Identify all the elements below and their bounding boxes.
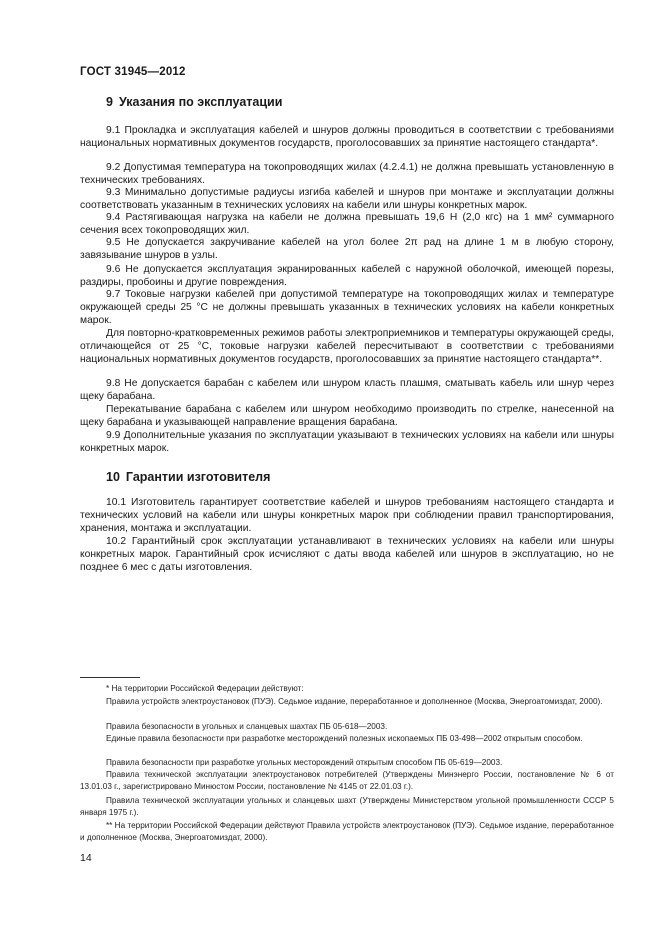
section-10-number: 10 — [106, 470, 120, 484]
footnote-1-intro: * На территории Российской Федерации действуют: — [106, 684, 304, 693]
footnote-1-open-pit: Правила безопасности при разработке угольных месторождений открытым способом ПБ 05-619—2003. — [106, 758, 503, 767]
section-9-number: 9 — [106, 95, 113, 109]
clause-10-2: 10.2 Гарантийный срок эксплуатации устанавливают в технических условиях на кабели или шнуры конкретных марок. Гарантийный срок исчисляют с даты ввода кабелей или шнуров в эксплуатацию, но не позднее 6 мес с даты изготовления. — [80, 536, 614, 574]
clause-9-1: 9.1 Прокладка и эксплуатация кабелей и шнуров должны проводиться в соответствии с требованиями национальных нормативных документов государств, проголосовавших за принятие настоящего стандарта*. — [80, 125, 614, 150]
section-9-heading — [106, 95, 282, 109]
footnote-separator — [80, 677, 140, 678]
footnote-1-consumer-installations: Правила технической эксплуатации электроустановок потребителей (Утверждены Минэнерго России, постановление № 6 от 13.01.03 г., зарегистрировано Минюстом России, постановление № 4145 от 22.01.03 г.). — [80, 770, 614, 791]
clause-9-4: 9.4 Растягивающая нагрузка на кабели не должна превышать 19,6 Н (2,0 кгс) на 1 мм² суммарного сечения всех токопроводящих жил. — [80, 212, 614, 237]
document-header: ГОСТ 31945—2012 — [80, 66, 186, 78]
section-9-title: Указания по эксплуатации — [118, 95, 283, 109]
clause-9-7: 9.7 Токовые нагрузки кабелей при допустимой температуре на токопроводящих жилах и температуре окружающей среды 25 °С не должны превышать указанных в технических условиях на кабели конкретных марок. — [80, 289, 614, 327]
section-10-title: Гарантии изготовителя — [125, 470, 271, 484]
footnote-2: ** На территории Российской Федерации действуют Правила устройств электроустановок (ПУЭ). Седьмое издание, переработанное и дополненное (Москва, Энергоатомиздат, 2000). — [80, 821, 614, 842]
clause-9-8-cont: Перекатывание барабана с кабелем или шнуром необходимо производить по стрелке, нанесенной на щеку барабана и указывающей направление вращения барабана. — [80, 404, 614, 429]
footnote-1-coal-mines: Правила безопасности в угольных и сланцевых шахтах ПБ 05-618—2003. — [106, 722, 388, 731]
section-10-heading — [106, 470, 270, 484]
footnote-1-shaft-operation: Правила технической эксплуатации угольных и сланцевых шахт (Утверждены Министерством угольной промышленности СССР 5 января 1975 г.). — [80, 796, 614, 817]
clause-9-3: 9.3 Минимально допустимые радиусы изгиба кабелей и шнуров при монтаже и эксплуатации должны соответствовать указанным в технических условиях на кабели или шнуры конкретных марок. — [80, 187, 614, 212]
clause-10-1: 10.1 Изготовитель гарантирует соответствие кабелей и шнуров требованиям настоящего стандарта и технических условий на кабели или шнуры конкретных марок при соблюдении правил транспортирования, хранения, монтажа и эксплуатации. — [80, 497, 614, 535]
clause-9-9: 9.9 Дополнительные указания по эксплуатации указывают в технических условиях на кабели или шнуры конкретных марок. — [80, 430, 614, 455]
clause-9-6: 9.6 Не допускается эксплуатация экранированных кабелей с наружной оболочкой, имеющей порезы, раздиры, пробоины и другие повреждения. — [80, 264, 614, 289]
clause-9-2: 9.2 Допустимая температура на токопроводящих жилах (4.2.4.1) не должна превышать установленную в технических требованиях. — [80, 162, 614, 187]
footnote-1-unified-rules: Единые правила безопасности при разработке месторождений полезных ископаемых ПБ 03-498—2002 открытым способом. — [106, 734, 583, 743]
footnote-1-pue: Правила устройств электроустановок (ПУЭ). Седьмое издание, переработанное и дополненное (Москва, Энергоатомиздат, 2000). — [106, 697, 603, 706]
clause-9-8: 9.8 Не допускается барабан с кабелем или шнуром класть плашмя, сматывать кабель или шнур через щеку барабана. — [80, 378, 614, 403]
clause-9-7-cont: Для повторно-кратковременных режимов работы электроприемников и температуры окружающей среды, отличающейся от 25 °С, токовые нагрузки кабелей пересчитывают в соответствии с требованиями национальных нормативных документов государств, проголосовавших за принятие настоящего стандарта**. — [80, 328, 614, 366]
clause-9-5: 9.5 Не допускается закручивание кабелей на угол более 2π рад на длине 1 м в любую сторону, завязывание шнуров в узлы. — [80, 237, 614, 262]
page-number: 14 — [80, 852, 92, 864]
